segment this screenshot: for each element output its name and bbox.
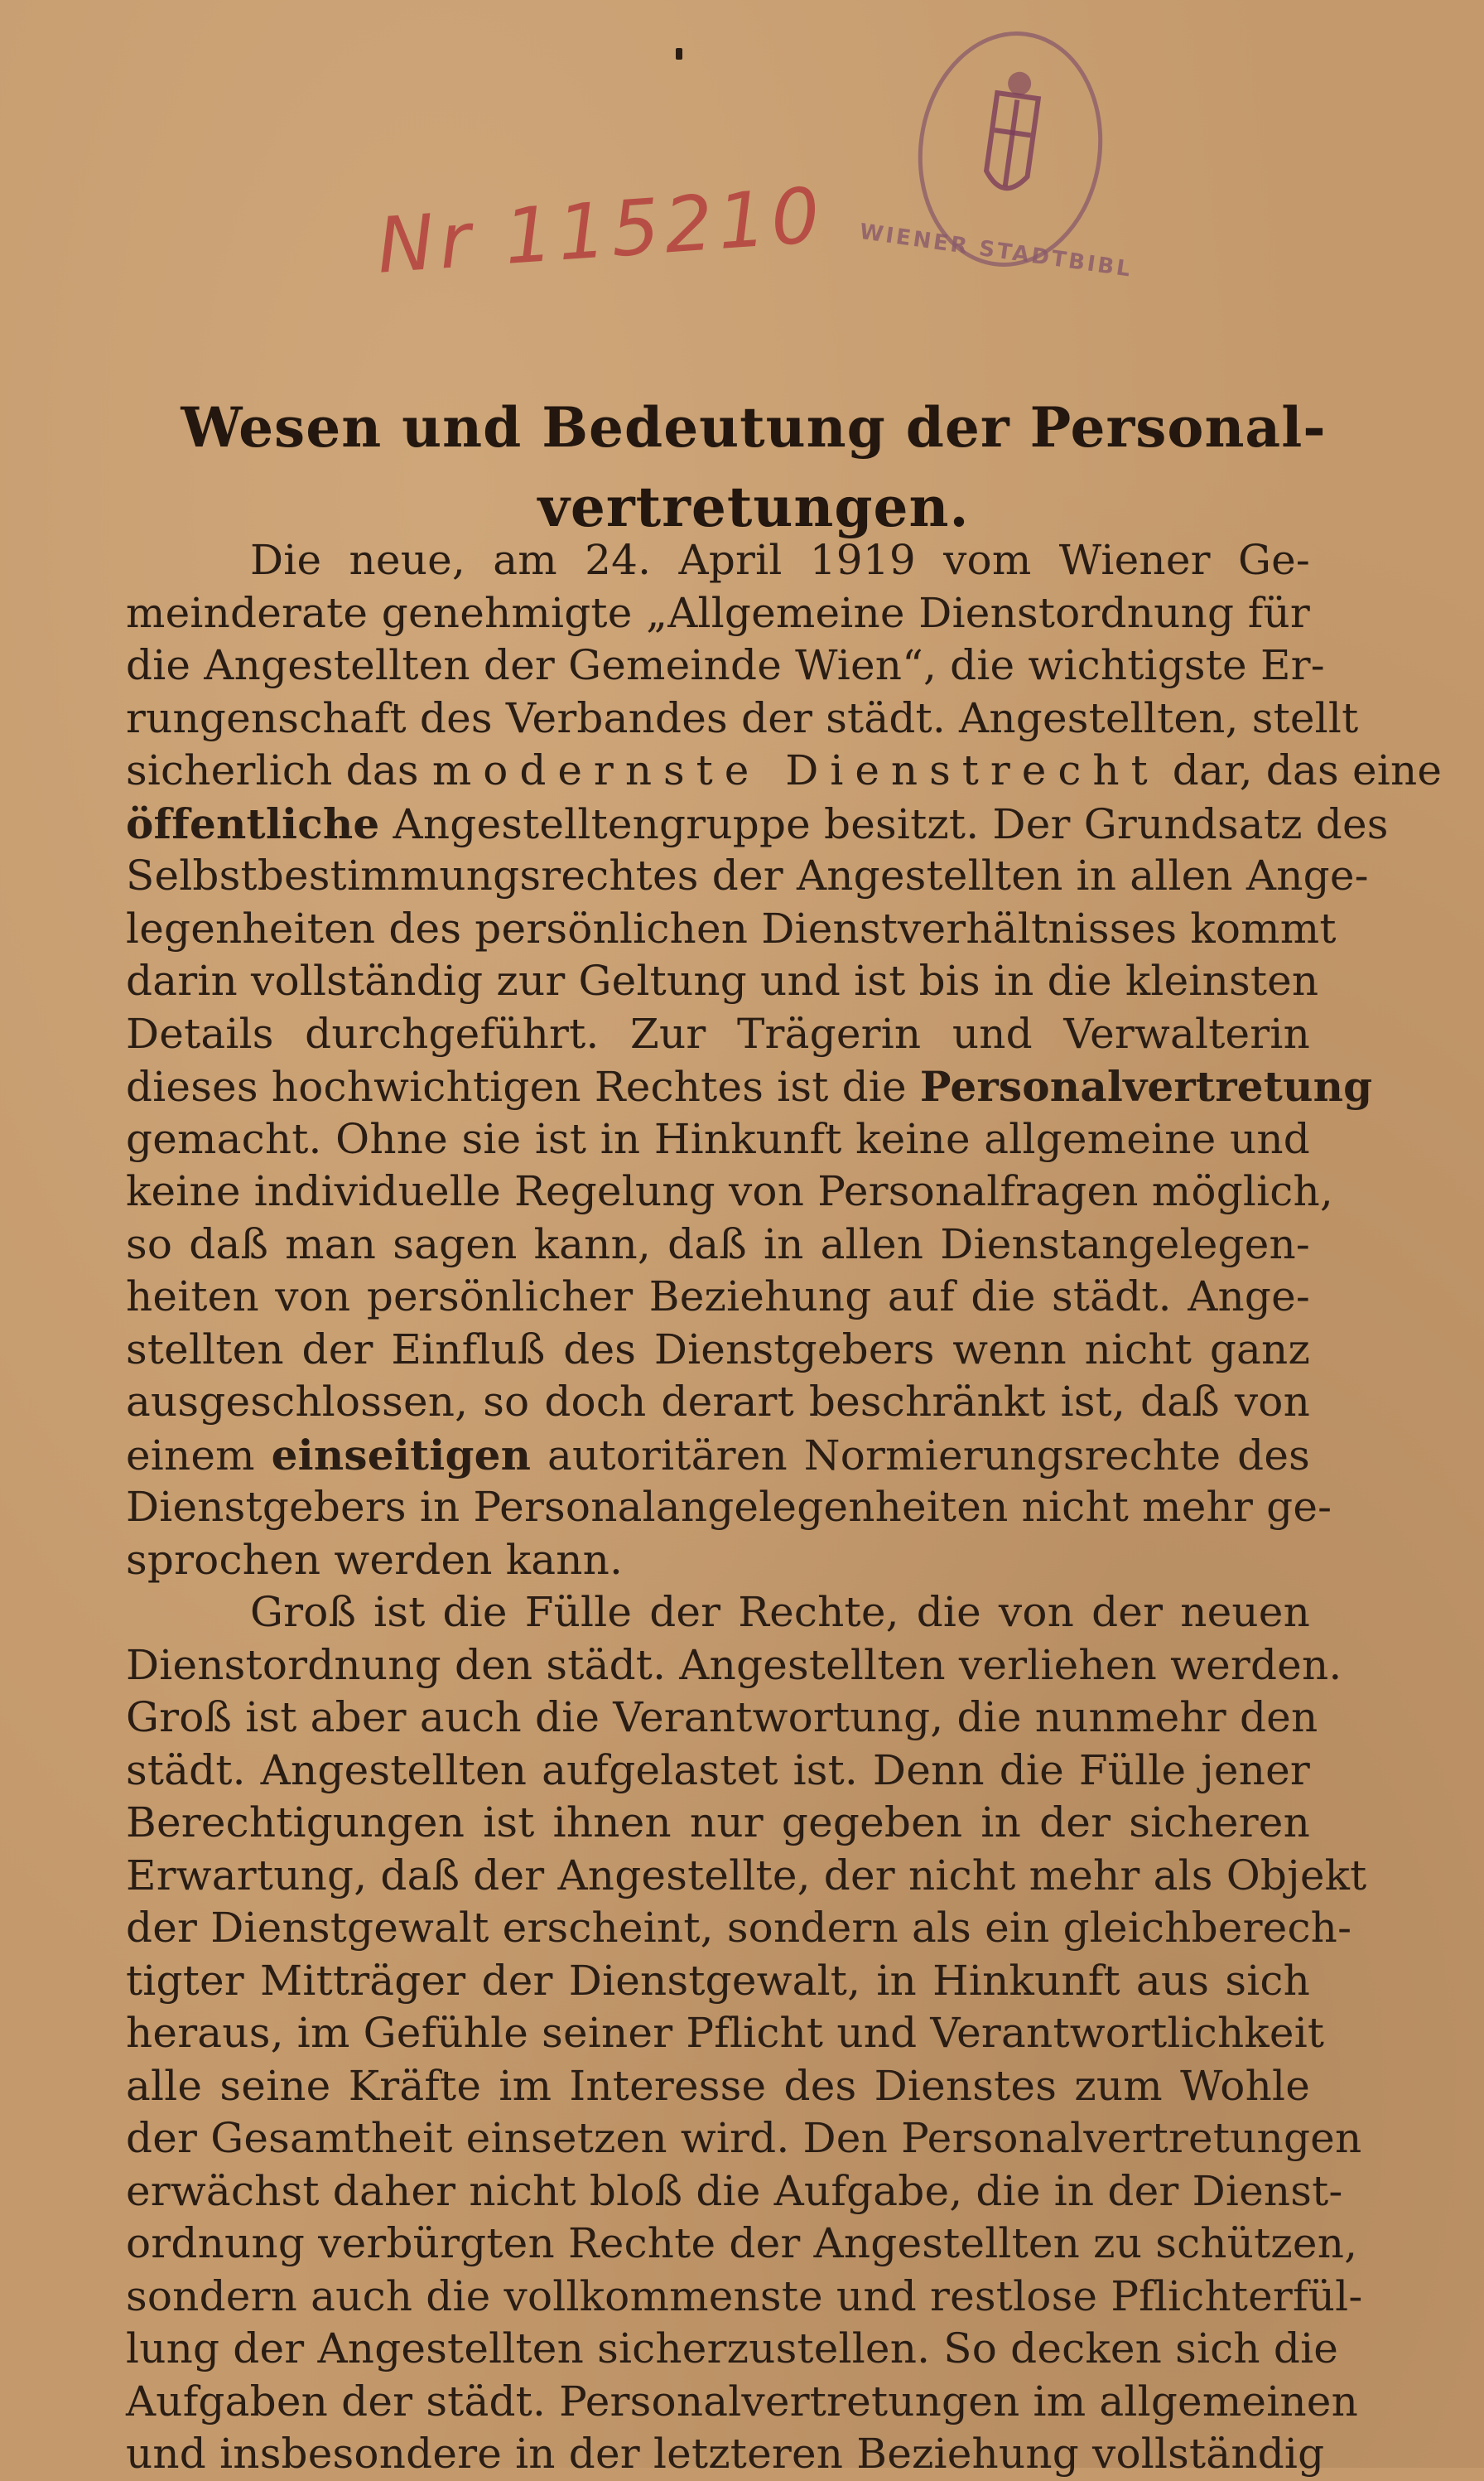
text-line: heiten von persönlicher Beziehung auf die städt. Ange-: [126, 1272, 1310, 1320]
text-line: erwächst daher nicht bloß die Aufgabe, die in der Dienst-: [126, 2166, 1343, 2215]
text-line: gemacht. Ohne sie ist in Hinkunft keine allgemeine und: [126, 1114, 1310, 1163]
text-line: der Dienstgewalt erscheint, sondern als ein gleichberech-: [126, 1904, 1352, 1952]
text-line: sprochen werden kann.: [126, 1535, 624, 1584]
text-line: tigter Mitträger der Dienstgewalt, in Hinkunft aus sich: [126, 1956, 1310, 2005]
text-line: die Angestellten der Gemeinde Wien“, die wichtigste Er-: [126, 641, 1325, 689]
title-line: vertretungen.: [537, 475, 970, 539]
library-stamp-icon: [858, 17, 1135, 282]
text-line: [126, 745, 1443, 798]
bold-emphasis: Personalvertretung: [919, 1062, 1373, 1111]
text-line: Die neue, am 24. April 1919 vom Wiener Ge-: [250, 536, 1310, 584]
text-line: so daß man sagen kann, daß in allen Dienstangelegen-: [126, 1219, 1310, 1268]
text-line: Dienstordnung den städt. Angestellten verliehen werden.: [126, 1640, 1342, 1689]
text-line: rungenschaft des Verbandes der städt. Angestellten, stellt: [126, 693, 1359, 742]
text-line: Dienstgebers in Personalangelegenheiten nicht mehr ge-: [126, 1483, 1332, 1531]
text-run: dieses hochwichtigen Rechtes ist die: [126, 1063, 907, 1111]
text-line: keine individuelle Regelung von Personalfragen möglich,: [126, 1167, 1333, 1215]
text-line: legenheiten des persönlichen Dienstverhältnisses kommt: [126, 904, 1337, 953]
text-run: dar, das eine: [1172, 746, 1443, 794]
text-line: [126, 1060, 1373, 1113]
text-line: ausgeschlossen, so doch derart beschränkt ist, daß von: [126, 1378, 1310, 1426]
text-line: Selbstbestimmungsrechtes der Angestellten in allen Ange-: [126, 852, 1369, 900]
title-line: Wesen und Bedeutung der Personal-: [181, 395, 1327, 460]
text-line: lung der Angestellten sicherzustellen. So decken sich die: [126, 2324, 1339, 2372]
text-line: und insbesondere in der letzteren Beziehung vollständig: [126, 2430, 1325, 2478]
text-line: Groß ist aber auch die Verantwortung, die nunmehr den: [126, 1693, 1318, 1741]
page-title: [132, 388, 1375, 547]
text-line: darin vollständig zur Geltung und ist bis in die kleinsten: [126, 957, 1319, 1005]
inventory-number: Nr 115210: [373, 171, 828, 291]
text-line: sondern auch die vollkommenste und restlose Pflichterfül-: [126, 2271, 1363, 2320]
text-line: Berechtigungen ist ihnen nur gegeben in der sicheren: [126, 1798, 1310, 1846]
stamp-text: WIENER STADTBIBL: [858, 219, 1135, 282]
text-run: Angestelltengruppe besitzt. Der Grundsatz des: [393, 799, 1389, 848]
text-line: alle seine Kräfte im Interesse des Dienstes zum Wohle: [126, 2061, 1310, 2110]
bold-emphasis: einseitigen: [271, 1430, 532, 1479]
body-text: [126, 534, 1443, 2481]
text-line: der Gesamtheit einsetzen wird. Den Personalvertretungen: [126, 2114, 1362, 2162]
text-line: meinderate genehmigte „Allgemeine Dienstordnung für: [126, 588, 1310, 637]
text-line: Details durchgeführt. Zur Trägerin und Verwalterin: [126, 1009, 1310, 1058]
text-line: Erwartung, daß der Angestellte, der nicht mehr als Objekt: [126, 1851, 1367, 1899]
text-line: stellten der Einfluß des Dienstgebers wenn nicht ganz: [126, 1325, 1310, 1373]
text-run: einem: [126, 1431, 255, 1479]
text-line: Aufgaben der städt. Personalvertretungen im allgemeinen: [126, 2377, 1359, 2425]
bold-emphasis: öffentliche: [126, 799, 380, 848]
text-run: sicherlich das: [126, 746, 419, 794]
text-line: ordnung verbürgten Rechte der Angestellten zu schützen,: [126, 2219, 1358, 2267]
text-line: [126, 1429, 1310, 1482]
spaced-emphasis: modernste Dienstrecht: [431, 746, 1159, 794]
ink-mark: [676, 48, 682, 60]
text-line: [126, 798, 1389, 851]
text-line: heraus, im Gefühle seiner Pflicht und Verantwortlichkeit: [126, 2009, 1325, 2057]
text-line: Groß ist die Fülle der Rechte, die von der neuen: [250, 1588, 1310, 1636]
text-line: städt. Angestellten aufgelastet ist. Denn die Fülle jener: [126, 1745, 1310, 1794]
text-run: autoritären Normierungsrechte des: [547, 1431, 1311, 1479]
